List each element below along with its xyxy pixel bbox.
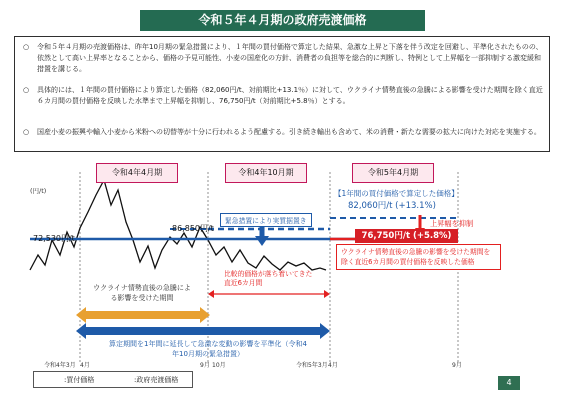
x-label: 10月 [212, 362, 226, 369]
price-label-72530: 72,530円/t [33, 234, 75, 243]
x-label: 4月 [328, 362, 338, 369]
computed-box-price: 82,060円/t (+13.1%) [348, 201, 436, 211]
blue-arrow-left [76, 323, 86, 339]
page-title: 令和５年４月期の政府売渡価格 [140, 10, 425, 31]
blue-arrow-right [320, 323, 330, 339]
period-2022-oct: 令和4年10月期 [225, 163, 307, 183]
bullet-text: 具体的には、１年間の買付価格により算定した価格（82,060円/t、対前期比+13.1％）に対して、ウクライナ情勢直後の急騰による影響を受けた期間を除く直近６カ月間の買付価格を反映した水準まで上昇幅を抑制し、76,750円/t（対前期比+5.8％）とする。 [37, 86, 543, 105]
period-2022-apr: 令和4年4月期 [96, 163, 178, 183]
emergency-note: 緊急措置により実質据置き [220, 213, 312, 227]
x-label: 令和4年3月 [44, 362, 76, 369]
x-label: 9月 [200, 362, 210, 369]
bullet-mark: ○ [23, 86, 30, 94]
x-label: 9月 [452, 362, 462, 369]
computed-box-title: 【1年間の買付価格で算定した価格】 [334, 189, 459, 198]
orange-arrow-left [76, 307, 86, 323]
recent-period-label: 比較的価格が落ち着いてきた直近6カ月間 [224, 270, 313, 287]
bullet-text: 令和５年４月期の売渡価格は、昨年10月期の緊急措置により、１年間の買付価格で算定した結果、急激な上昇と下落を伴う改定を回避し、平準化されたものの、依然として高い上昇率となることから、価格の予見可能性、小麦の国産化の方針、消費者の負担等を総合的に判断し、特例として上昇幅を一部抑制する激変緩和措置を講じる。 [37, 43, 543, 73]
down-arrow-head [255, 236, 269, 246]
legend-sales: :政府売渡価格 [134, 376, 179, 384]
blue-period-label: 算定期間を1年間に延長して急激な変動の影響を平準化（令和4年10月期の緊急措置） [109, 340, 307, 358]
legend [33, 371, 193, 388]
orange-period-label: ウクライナ情勢直後の急騰による影響を受けた期間 [93, 284, 191, 302]
red-note-box: ウクライナ情勢直後の急騰の影響を受けた期間を除く直近6カ月間の買付価格を反映した価格 [336, 244, 501, 270]
bullet-text: 国産小麦の振興や輸入小麦から米粉への切替等が十分に行われるよう配慮する。引き続き輸出も含めて、米の消費・新たな需要の拡大に向けた対応を実施する。 [37, 128, 541, 136]
final-price: 76,750円/t (+5.8%) [355, 229, 458, 243]
x-label: 4月 [80, 362, 90, 369]
blue-period-bar [84, 327, 322, 335]
restraint-note: 上昇幅を抑制 [430, 219, 474, 228]
orange-period-bar [84, 311, 202, 319]
unit-label: (円/t) [30, 187, 47, 195]
x-label: 令和5年3月 [296, 362, 328, 369]
price-label-86850: 86,850円/t [172, 224, 214, 233]
period-2023-apr: 令和5年4月期 [352, 163, 434, 183]
legend-purchase: :買付価格 [64, 376, 95, 384]
bullet-mark: ○ [23, 43, 30, 51]
page-number: 4 [498, 376, 520, 390]
orange-arrow-right [200, 307, 210, 323]
bullet-mark: ○ [23, 128, 30, 136]
